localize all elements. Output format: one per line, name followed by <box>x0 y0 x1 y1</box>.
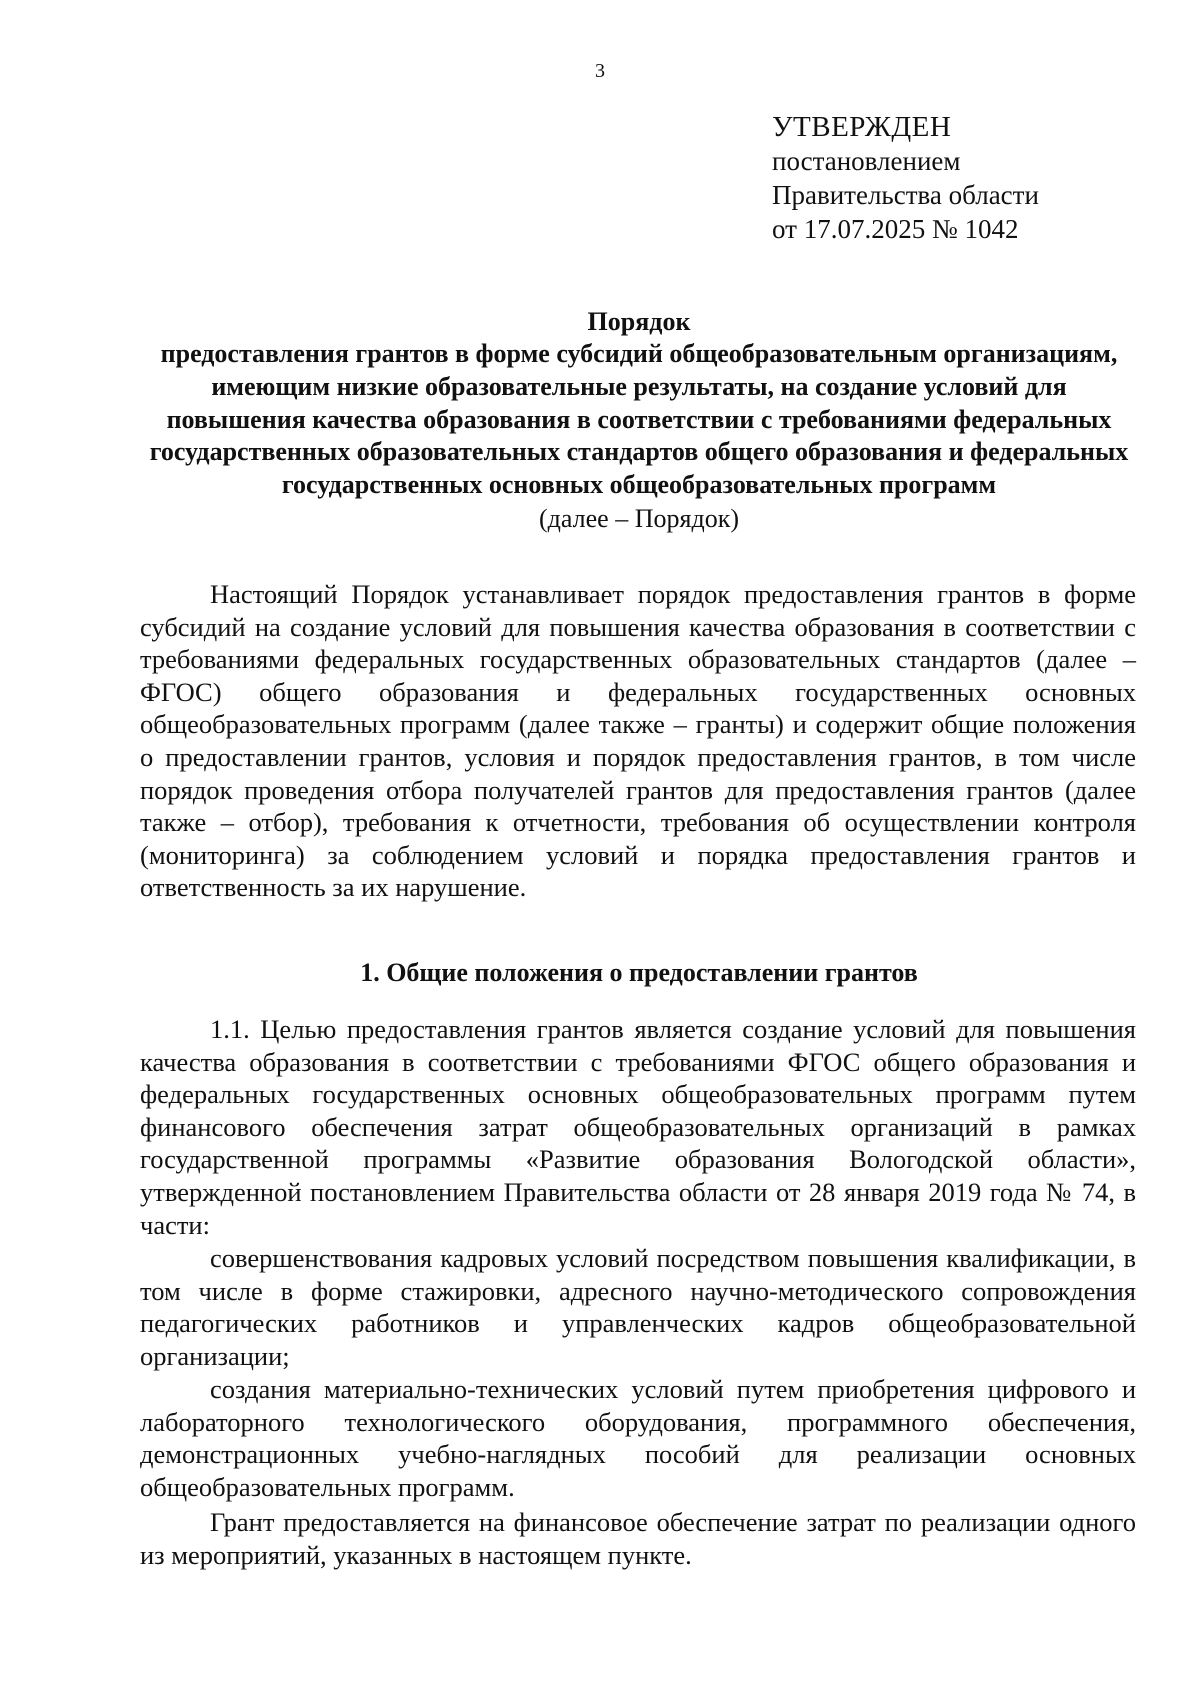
section-paragraph-1: 1.1. Целью предоставления грантов является создание условий для повышения качества образования в соответствии с требованиями ФГОС общего образования и федеральных государственных основных общеобразовательных программ путем финансового обеспечения затрат общеобразовательных организаций в рамках государственной программы «Развитие образования Вологодской области», утвержденной постановлением Правительства области от 28 января 2019 года № 74, в части: <box>140 1014 1136 1240</box>
approval-stamp: УТВЕРЖДЕН <box>772 111 952 143</box>
approval-line-1: постановлением <box>772 146 961 176</box>
document-title: Порядок <box>587 307 691 336</box>
document-subtitle: предоставления грантов в форме субсидий общеобразовательным организациям, имеющим низкие образовательные результаты, на создание условий для повышения качества образования в соответствии с требованиями федеральных государственных образовательных стандартов общего образования и федеральных государственных основных общеобразовательных программ <box>149 339 1129 500</box>
section-paragraph-4: Грант предоставляется на финансовое обеспечение затрат по реализации одного из мероприятий, указанных в настоящем пункте. <box>140 1507 1136 1570</box>
document-title-note: (далее – Порядок) <box>539 503 739 533</box>
approval-block <box>772 110 1172 246</box>
page-number: 3 <box>595 60 605 82</box>
section-paragraph-3: создания материально-технических условий путем приобретения цифрового и лабораторного технологического оборудования, программного обеспечения, демонстрационных учебно-наглядных пособий для реализации основных общеобразовательных программ. <box>140 1374 1136 1502</box>
intro-paragraph: Настоящий Порядок устанавливает порядок предоставления грантов в форме субсидий на создание условий для повышения качества образования в соответствии с требованиями федеральных государственных образовательных стандартов (далее – ФГОС) общего образования и федеральных государственных основных общеобразовательных программ (далее также – гранты) и содержит общие положения о предоставлении грантов, условия и порядок предоставления грантов, в том числе порядок проведения отбора получателей грантов для предоставления грантов (далее также – отбор), требования к отчетности, требования об осуществлении контроля (мониторинга) за соблюдением условий и порядка предоставления грантов и ответственность за их нарушение. <box>140 579 1136 903</box>
approval-line-2: Правительства области <box>772 180 1039 210</box>
document-title-block <box>140 306 1138 535</box>
approval-line-3: от 17.07.2025 № 1042 <box>772 214 1019 244</box>
section-heading: 1. Общие положения о предоставлении грантов <box>360 958 918 987</box>
section-paragraph-2: совершенствования кадровых условий посредством повышения квалификации, в том числе в форме стажировки, адресного научно-методического сопровождения педагогических работников и управленческих кадров общеобразовательной организации; <box>140 1243 1136 1371</box>
